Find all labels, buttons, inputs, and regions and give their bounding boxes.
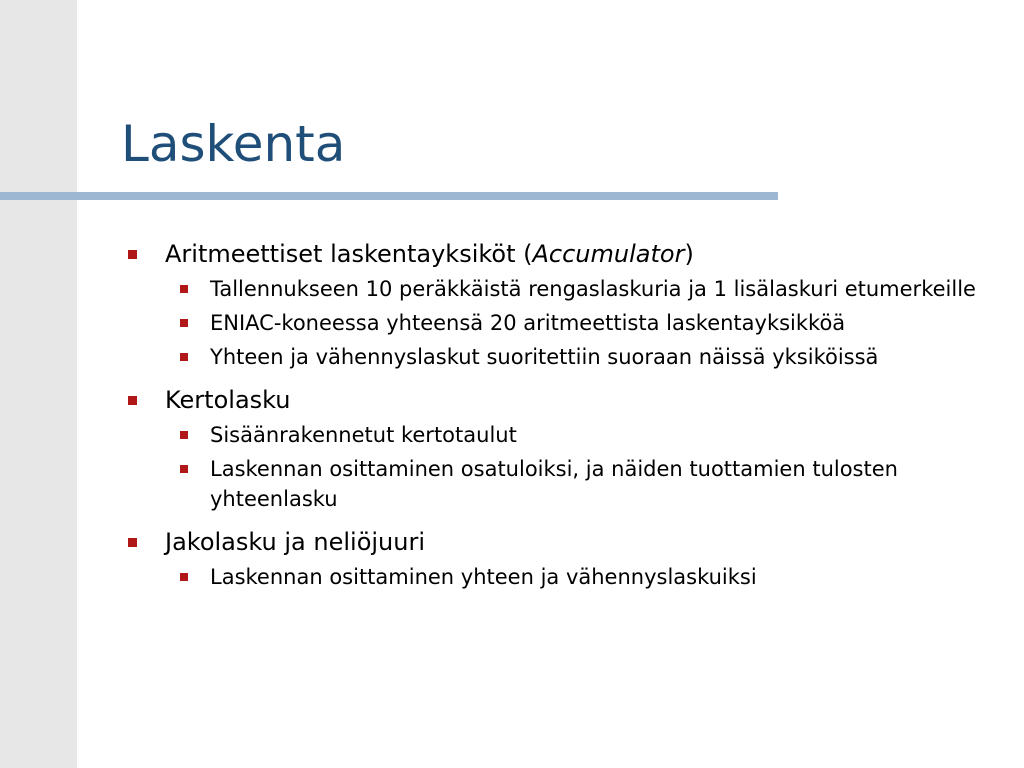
sub-bullet-text: Laskennan osittaminen osatuloiksi, ja näiden tuottamien tulosten yhteenlasku — [210, 457, 898, 511]
square-bullet-icon — [128, 396, 137, 405]
bullet-text-italic: Accumulator — [532, 240, 685, 268]
sub-bullet-text: Sisäänrakennetut kertotaulut — [210, 423, 517, 447]
square-bullet-icon — [180, 319, 188, 327]
bullet-text-suffix: ) — [684, 240, 694, 268]
bullet-point-division-sqrt — [125, 524, 1005, 560]
left-decorative-band — [0, 0, 77, 768]
square-bullet-icon — [180, 285, 188, 293]
sub-bullet-point — [125, 562, 1005, 592]
sub-bullet-text: Yhteen ja vähennyslaskut suoritettiin suoraan näissä yksiköissä — [210, 345, 879, 369]
bullet-text-prefix: Aritmeettiset laskentayksiköt ( — [165, 240, 533, 268]
title-underline-rule — [0, 192, 778, 200]
sub-bullet-text: Laskennan osittaminen yhteen ja vähennyslaskuiksi — [210, 565, 757, 589]
bullet-list — [125, 236, 1005, 592]
sub-bullet-point — [125, 454, 1005, 514]
bullet-text: Kertolasku — [165, 386, 291, 414]
bullet-point-multiplication — [125, 382, 1005, 418]
square-bullet-icon — [180, 573, 188, 581]
slide-title: Laskenta — [121, 115, 346, 173]
bullet-text: Jakolasku ja neliöjuuri — [165, 528, 426, 556]
sub-bullet-point — [125, 308, 1005, 338]
bullet-point-accumulators — [125, 236, 1005, 272]
sub-bullet-text: ENIAC-koneessa yhteensä 20 aritmeettista laskentayksikköä — [210, 311, 846, 335]
square-bullet-icon — [180, 353, 188, 361]
sub-bullet-text: Tallennukseen 10 peräkkäistä rengaslaskuria ja 1 lisälaskuri etumerkeille — [210, 277, 976, 301]
square-bullet-icon — [180, 465, 188, 473]
sub-bullet-point — [125, 342, 1005, 372]
sub-bullet-point — [125, 274, 1005, 304]
square-bullet-icon — [128, 538, 137, 547]
sub-bullet-point — [125, 420, 1005, 450]
square-bullet-icon — [128, 250, 137, 259]
square-bullet-icon — [180, 431, 188, 439]
